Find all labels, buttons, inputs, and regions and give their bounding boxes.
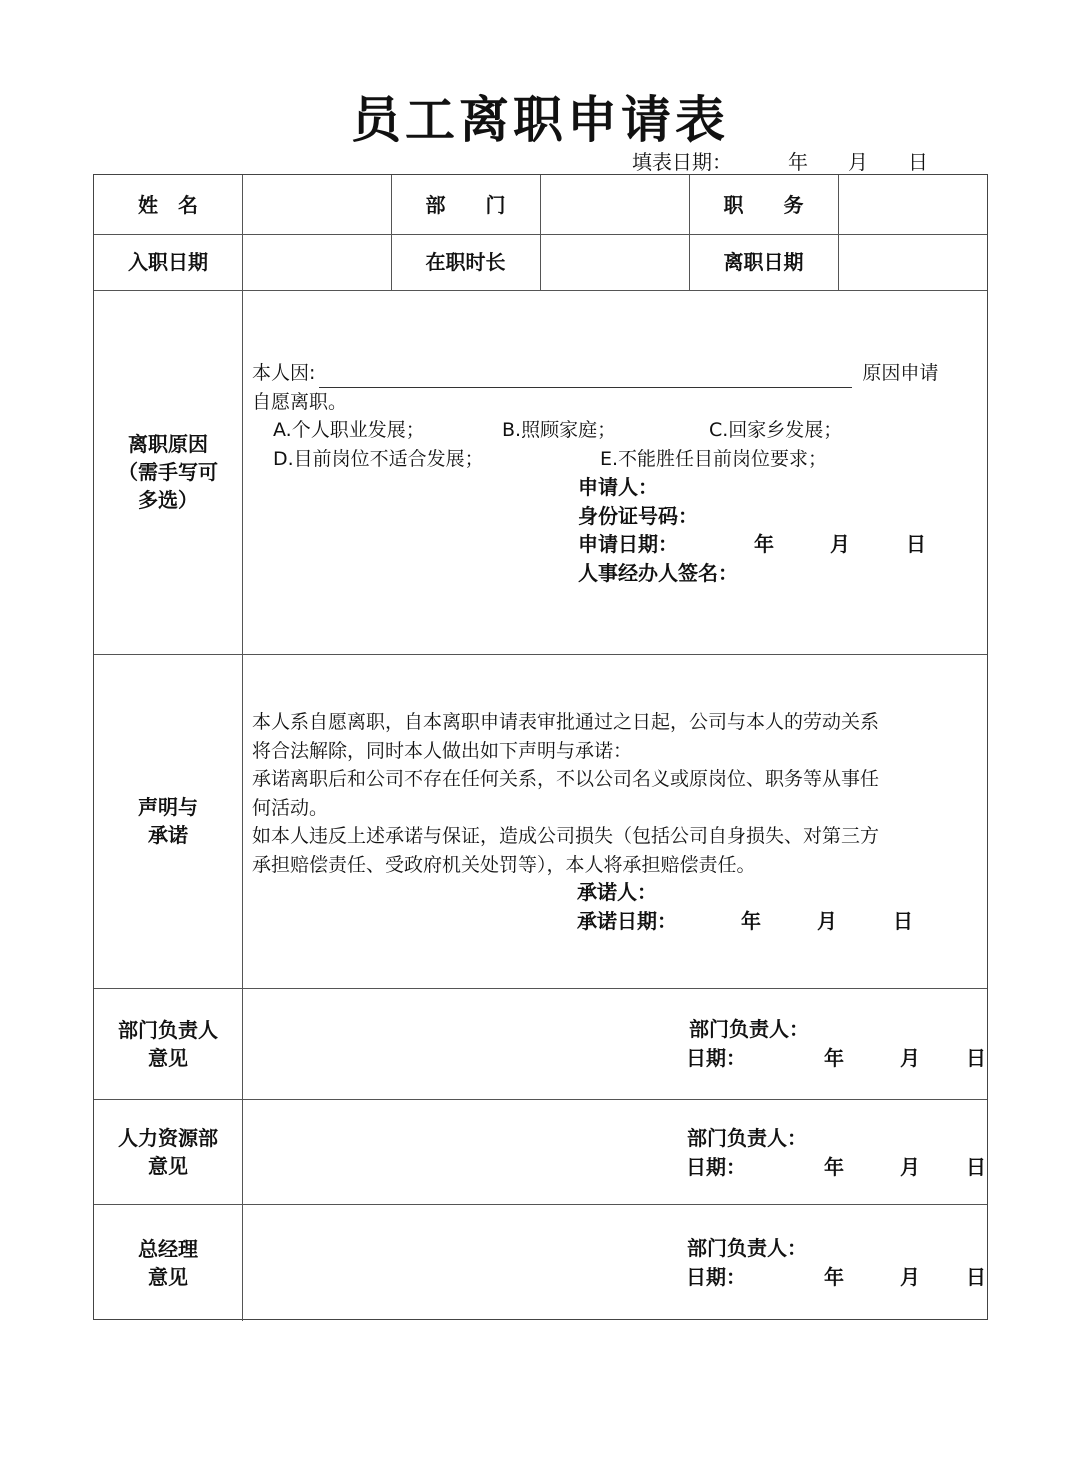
apply-date-year: 年	[754, 532, 774, 556]
approval-date-day: 日	[966, 1046, 986, 1070]
statement-line: 如本人违反上述承诺与保证，造成公司损失（包括公司自身损失、对第三方	[252, 825, 880, 847]
approval-label-line: 人力资源部	[118, 1125, 218, 1150]
apply-date-label: 申请日期：	[578, 532, 678, 556]
dept-head-signer: 部门负责人：	[689, 1017, 809, 1041]
hr-signer: 部门负责人：	[687, 1126, 807, 1150]
fill-date-label: 填表日期：	[632, 150, 732, 174]
fill-date-month: 月	[848, 150, 868, 174]
statement-label	[94, 654, 242, 988]
department-label: 部 门	[425, 192, 506, 217]
approval-date-day: 日	[966, 1265, 986, 1289]
statement-line: 本人系自愿离职，自本离职申请表审批通过之日起，公司与本人的劳动关系	[252, 711, 880, 733]
promise-date-day: 日	[893, 909, 913, 933]
gm-signer: 部门负责人：	[687, 1236, 807, 1260]
option-d[interactable]: D.目前岗位不适合发展；	[273, 447, 484, 470]
leave-date-label: 离职日期	[723, 250, 804, 274]
option-e[interactable]: E.不能胜任目前岗位要求；	[600, 447, 828, 470]
dept-head-date-row	[686, 1044, 986, 1073]
hr-date-row	[686, 1153, 986, 1182]
approval-date-day: 日	[966, 1155, 986, 1179]
promise-date-label: 承诺日期：	[577, 909, 677, 933]
column-divider	[242, 175, 243, 1321]
entry-date-label: 入职日期	[128, 250, 208, 274]
approval-label-line: 总经理	[138, 1236, 198, 1261]
reason-blank-line[interactable]	[319, 367, 852, 388]
name-field[interactable]	[243, 175, 391, 234]
reason-label-line: 多选）	[138, 488, 198, 512]
gm-date-row	[686, 1263, 986, 1292]
statement-label-line: 声明与	[138, 795, 198, 819]
approval-date-month: 月	[900, 1265, 920, 1289]
reason-prefix: 本人因:	[252, 362, 316, 384]
option-b[interactable]: B.照顾家庭；	[502, 419, 617, 441]
apply-date-row	[578, 530, 926, 559]
approval-label-line: 意见	[148, 1153, 188, 1178]
option-c[interactable]: C.回家乡发展；	[709, 419, 843, 441]
hr-sign-label: 人事经办人签名：	[578, 561, 738, 585]
statement-line: 将合法解除，同时本人做出如下声明与承诺：	[252, 739, 633, 762]
id-number-label: 身份证号码：	[578, 504, 698, 528]
option-a[interactable]: A.个人职业发展；	[273, 419, 425, 441]
approval-label-line: 部门负责人	[118, 1017, 218, 1042]
name-label: 姓 名	[138, 192, 198, 217]
approval-date-year: 年	[824, 1265, 844, 1289]
hr-opinion-label	[94, 1099, 242, 1204]
approval-date-label: 日期：	[686, 1265, 746, 1289]
reason-label	[94, 290, 242, 654]
promise-date-year: 年	[741, 909, 761, 933]
tenure-field[interactable]	[541, 234, 689, 290]
approval-date-year: 年	[824, 1046, 844, 1070]
position-field[interactable]	[839, 175, 987, 234]
tenure-label: 在职时长	[425, 250, 506, 274]
dept-head-opinion-label	[94, 988, 242, 1099]
position-label: 职 务	[723, 192, 804, 217]
applicant-label: 申请人：	[578, 475, 658, 499]
reason-content	[252, 359, 977, 473]
promise-date-row	[577, 907, 913, 936]
approval-date-month: 月	[900, 1155, 920, 1179]
approval-date-label: 日期：	[686, 1046, 746, 1070]
fill-date-day: 日	[908, 150, 928, 174]
approval-date-month: 月	[900, 1046, 920, 1070]
approval-date-year: 年	[824, 1155, 844, 1179]
department-field[interactable]	[541, 175, 689, 234]
leave-date-field[interactable]	[839, 234, 987, 290]
promisor-label: 承诺人：	[577, 880, 657, 904]
approval-label-line: 意见	[148, 1045, 188, 1070]
entry-date-field[interactable]	[243, 234, 391, 290]
apply-date-day: 日	[906, 532, 926, 556]
statement-label-line: 承诺	[148, 823, 188, 847]
gm-opinion-label	[94, 1204, 242, 1321]
approval-date-label: 日期：	[686, 1155, 746, 1179]
reason-label-line: （需手写可	[118, 460, 218, 484]
apply-date-month: 月	[830, 532, 850, 556]
approval-label-line: 意见	[148, 1264, 188, 1289]
reason-line-2: 自愿离职。	[252, 390, 348, 413]
statement-line: 承诺离职后和公司不存在任何关系，不以公司名义或原岗位、职务等从事任	[252, 768, 880, 790]
promise-date-month: 月	[817, 909, 837, 933]
fill-date	[632, 146, 928, 175]
statement-content	[252, 708, 977, 879]
statement-line: 承担赔偿责任、受政府机关处罚等），本人将承担赔偿责任。	[252, 853, 756, 876]
resignation-form	[93, 174, 988, 1320]
fill-date-year: 年	[788, 150, 808, 174]
form-title: 员工离职申请表	[351, 91, 729, 149]
statement-line: 何活动。	[252, 796, 329, 819]
reason-suffix: 原因申请	[862, 362, 939, 384]
reason-label-line: 离职原因	[128, 432, 208, 456]
